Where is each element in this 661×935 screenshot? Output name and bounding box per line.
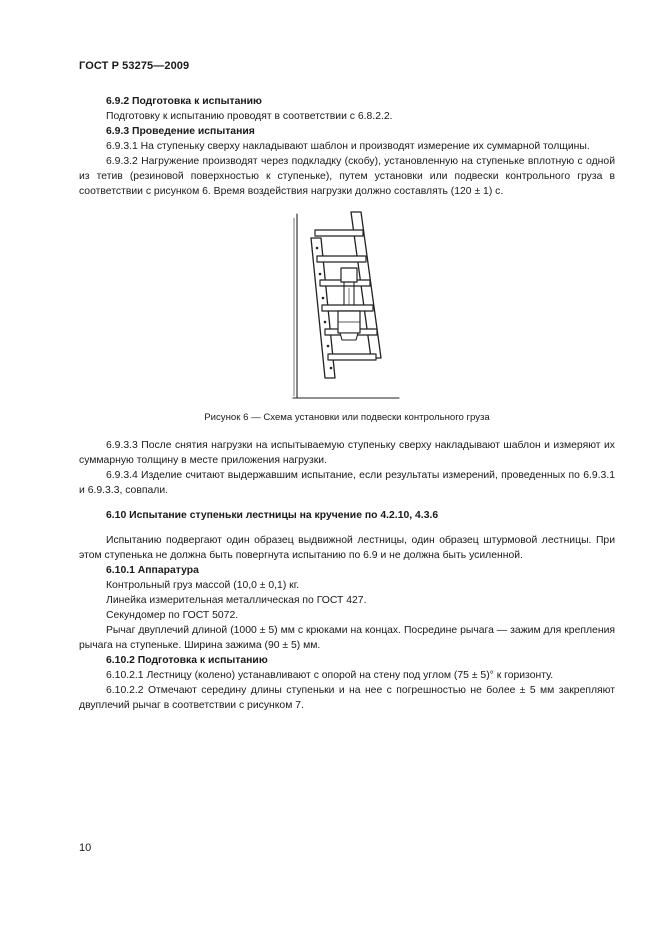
apparatus-item: Рычаг двуплечий длиной (1000 ± 5) мм с крюками на концах. Посредине рычага — зажим для крепления рычага на ступеньке. Ширина зажима (90 ± 5) мм.	[79, 625, 615, 651]
paragraph-6-10-intro: Испытанию подвергают один образец выдвижной лестницы, один образец штурмовой лестницы. При этом ступенька не должна быть повергнута испытанию по 6.9 и не должна быть усиленной.	[79, 535, 615, 561]
heading-6-9-3: 6.9.3 Проведение испытания	[106, 126, 255, 137]
document-header: ГОСТ Р 53275—2009	[79, 60, 190, 72]
paragraph-6-10-2-2: 6.10.2.2 Отмечают середину длины ступеньки и на нее с погрешностью не более ± 5 мм закрепляют двуплечий рычаг в соответствии с рисунком 7.	[79, 685, 615, 711]
apparatus-item: Линейка измерительная металлическая по ГОСТ 427.	[106, 595, 367, 606]
paragraph-6-9-3-4: 6.9.3.4 Изделие считают выдержавшим испытание, если результаты измерений, проведенных по 6.9.3.1 и 6.9.3.3, совпали.	[79, 470, 615, 496]
figure-6	[79, 208, 615, 404]
apparatus-item: Секундомер по ГОСТ 5072.	[106, 610, 239, 621]
apparatus-item: Контрольный груз массой (10,0 ± 0,1) кг.	[106, 580, 300, 591]
paragraph-6-9-3-1: 6.9.3.1 На ступеньку сверху накладывают шаблон и производят измерение их суммарной толщины.	[106, 141, 590, 152]
heading-6-9-2: 6.9.2 Подготовка к испытанию	[106, 96, 262, 107]
paragraph-6-10-2-1: 6.10.2.1 Лестницу (колено) устанавливают с опорой на стену под углом (75 ± 5)° к горизонту.	[106, 670, 554, 681]
paragraph-6-9-3-3: 6.9.3.3 После снятия нагрузки на испытываемую ступеньку сверху накладывают шаблон и измеряют их суммарную толщину в месте приложения нагрузки.	[79, 440, 615, 466]
paragraph-6-9-3-2: 6.9.3.2 Нагружение производят через подкладку (скобу), установленную на ступеньке вплотную с одной из тетив (резиновой поверхностью к ступеньке), путем установки или подвески контрольного груза в соответствии с рисунком 6. Время воздействия нагрузки должно составлять (120 ± 1) с.	[79, 156, 615, 197]
heading-6-10-1: 6.10.1 Аппаратура	[106, 565, 199, 576]
page-number: 10	[79, 842, 92, 854]
ladder-load-diagram	[291, 208, 401, 404]
heading-6-10-2: 6.10.2 Подготовка к испытанию	[106, 655, 268, 666]
paragraph-6-9-2: Подготовку к испытанию проводят в соответствии с 6.8.2.2.	[106, 111, 393, 122]
document-body	[79, 94, 615, 713]
heading-6-10: 6.10 Испытание ступеньки лестницы на кручение по 4.2.10, 4.3.6	[106, 510, 439, 521]
figure-caption: Рисунок 6 — Схема установки или подвески контрольного груза	[204, 412, 490, 423]
